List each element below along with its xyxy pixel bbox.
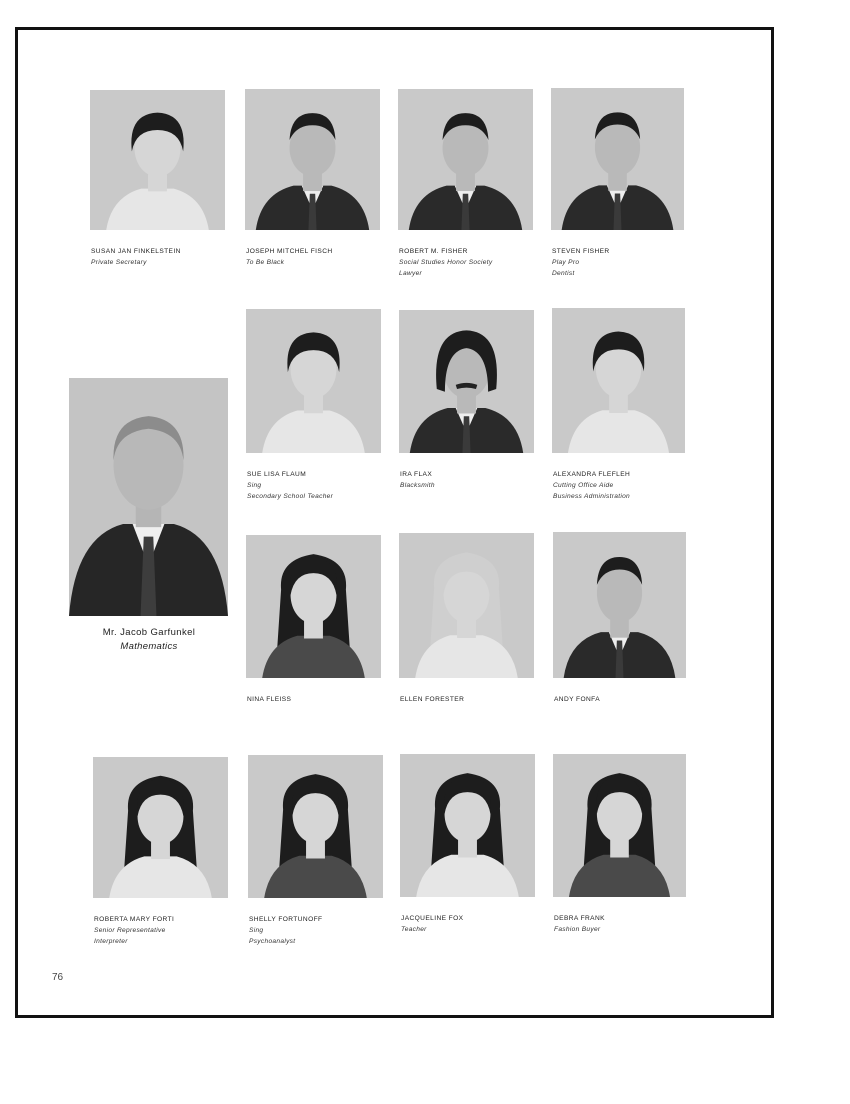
student-portrait xyxy=(552,308,685,453)
student-name: JACQUELINE FOX xyxy=(401,915,464,922)
student-activity: Fashion Buyer xyxy=(554,926,601,933)
student-portrait xyxy=(93,757,228,898)
student-portrait xyxy=(399,533,534,678)
student-caption xyxy=(91,246,241,268)
student-activity: Interpreter xyxy=(94,938,128,945)
student-activity: Lawyer xyxy=(399,270,423,277)
student-activity: Teacher xyxy=(401,926,427,933)
student-name: DEBRA FRANK xyxy=(554,915,605,922)
student-name: STEVEN FISHER xyxy=(552,248,610,255)
student-name: ELLEN FORESTER xyxy=(400,696,465,703)
student-name: SUSAN JAN FINKELSTEIN xyxy=(91,248,181,255)
student-name: SUE LISA FLAUM xyxy=(247,471,307,478)
student-activity: Secondary School Teacher xyxy=(247,493,334,500)
student-portrait xyxy=(246,535,381,678)
student-activity: Sing xyxy=(247,482,262,489)
student-portrait xyxy=(245,89,380,230)
student-activity: Social Studies Honor Society xyxy=(399,259,493,266)
student-name: ROBERT M. FISHER xyxy=(399,248,468,255)
student-caption xyxy=(246,246,396,268)
student-caption xyxy=(552,246,702,279)
student-name: ANDY FONFA xyxy=(554,696,601,703)
student-caption xyxy=(247,694,397,705)
student-caption xyxy=(554,694,704,705)
student-activity: Business Administration xyxy=(553,493,631,500)
student-name: NINA FLEISS xyxy=(247,696,292,703)
student-activity: Cutting Office Aide xyxy=(553,482,614,489)
student-name: SHELLY FORTUNOFF xyxy=(249,916,323,923)
student-caption xyxy=(399,246,549,279)
teacher-caption xyxy=(70,626,228,654)
student-name: ROBERTA MARY FORTI xyxy=(94,916,175,923)
student-activity: Sing xyxy=(249,927,264,934)
student-caption xyxy=(247,469,397,502)
student-caption xyxy=(401,913,551,935)
student-portrait xyxy=(398,89,533,230)
student-caption xyxy=(249,914,399,947)
student-caption xyxy=(554,913,704,935)
student-caption xyxy=(94,914,244,947)
teacher-name: Mr. Jacob Garfunkel xyxy=(102,627,196,638)
student-activity: Psychoanalyst xyxy=(249,938,296,945)
teacher-portrait xyxy=(69,378,228,616)
teacher-subject: Mathematics xyxy=(120,641,178,652)
student-portrait xyxy=(400,754,535,897)
student-activity: Dentist xyxy=(552,270,575,277)
student-caption xyxy=(400,694,550,705)
page-number: 76 xyxy=(52,972,64,983)
student-activity: Private Secretary xyxy=(91,259,147,266)
student-portrait xyxy=(90,90,225,230)
student-caption xyxy=(553,469,703,502)
student-portrait xyxy=(399,310,534,453)
student-activity: Play Pro xyxy=(552,259,580,266)
student-portrait xyxy=(553,532,686,678)
student-portrait xyxy=(248,755,383,898)
student-name: JOSEPH MITCHEL FISCH xyxy=(246,248,333,255)
student-name: IRA FLAX xyxy=(400,471,433,478)
student-portrait xyxy=(553,754,686,897)
student-activity: Senior Representative xyxy=(94,927,166,934)
student-portrait xyxy=(551,88,684,230)
student-activity: To Be Black xyxy=(246,259,285,266)
student-name: ALEXANDRA FLEFLEH xyxy=(553,471,631,478)
student-caption xyxy=(400,469,550,491)
student-activity: Blacksmith xyxy=(400,482,435,489)
student-portrait xyxy=(246,309,381,453)
